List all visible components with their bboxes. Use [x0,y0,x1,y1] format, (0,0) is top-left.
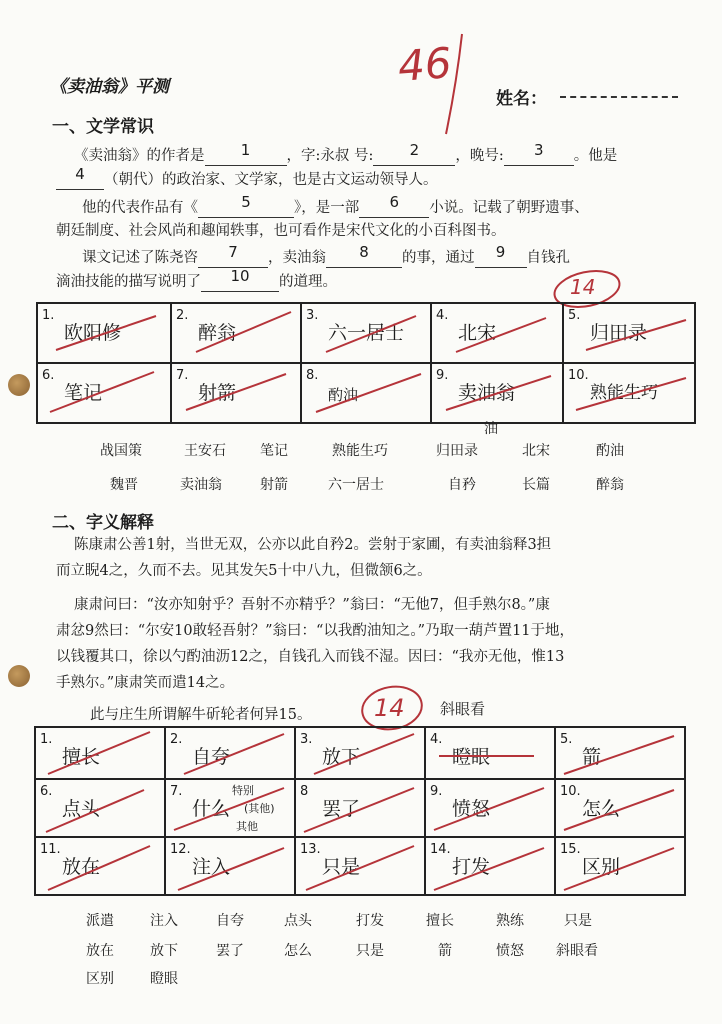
passage-p2-line2: 肃忿9然曰：“尔安10敢轻吾射？”翁曰：“以我酌油知之。”乃取一葫芦置11于地， [56,623,575,639]
section1-line4: 朝廷制度、社会风尚和趣闻轶事，也可看作是宋代文化的小百科图书。 [56,223,506,239]
section1-line6: 滴油技能的描写说明了 10 的道理。 [56,267,337,290]
punch-hole-top [8,374,30,396]
name-label: 姓名： [496,89,547,109]
section1-line5: 课文记述了陈尧咨 7 ，卖油翁 8 的事，通过 9 自钱孔 [82,243,570,266]
name-field[interactable] [560,96,678,98]
section1-answer-grid: 1. 欧阳修 2. 醉翁 3. 六一居士 4. 北宋 5. 归田录 6. 笔记 7. 射箭 8. 酌油 9. 卖油翁 10. 熟能生巧 [36,302,696,424]
passage-p2-line4: 手熟尔。”康肃笑而遣14之。 [56,675,235,691]
passage-p2-line1: 康肃问曰：“汝亦知射乎？吾射不亦精乎？”翁曰：“无他7，但手熟尔8。”康 [74,597,550,613]
section1-line1: 《卖油翁》的作者是 1 ，字:永叔 号: 2 ，晚号: 3 。他是 [74,141,618,164]
passage-p1-line1: 陈康肃公善1射，当世无双，公亦以此自矜2。尝射于家圃，有卖油翁释3担 [74,537,552,553]
passage-p1-line2: 而立睨4之，久而不去。见其发矢5十中八九，但微颔6之。 [56,563,432,579]
total-score: 46 [396,38,454,91]
section1-line2: 4 （朝代）的政治家、文学家，也是古文运动领导人。 [56,172,438,190]
section1-check-marks [36,302,696,422]
section2-answer-grid: 1. 擅长 2. 自夸 3. 放下 4. 瞪眼 5. 箭 6. 点头 7. 什么 特别 (其他) 其他 8 罢了 9. 愤怒 10. 怎么 11. 放在 12. 注入 13. 只是 14. 打发 15. 区别 [34,726,686,896]
punch-hole-bottom [8,665,30,687]
section1-score: 14 [570,275,596,299]
score-slash [440,30,470,140]
page-title: 《卖油翁》平测 [50,77,169,97]
passage-p3: 此与庄生所谓解牛斫轮者何异15。 [90,707,312,723]
correction-9: 油 [484,421,498,437]
section2-score: 14 [374,694,405,722]
note-15: 斜眼看 [440,700,486,718]
passage-p2-line3: 以钱覆其口，徐以勺酌油沥12之，自钱孔入而钱不湿。因曰：“我亦无他，惟13 [56,649,565,665]
section1-line3: 他的代表作品有《 5 》，是一部 6 小说。记载了朝野遗事、 [82,193,589,216]
section2-check-marks [34,726,686,894]
section2-heading: 二、字义解释 [52,513,154,533]
section1-heading: 一、文学常识 [52,117,154,137]
